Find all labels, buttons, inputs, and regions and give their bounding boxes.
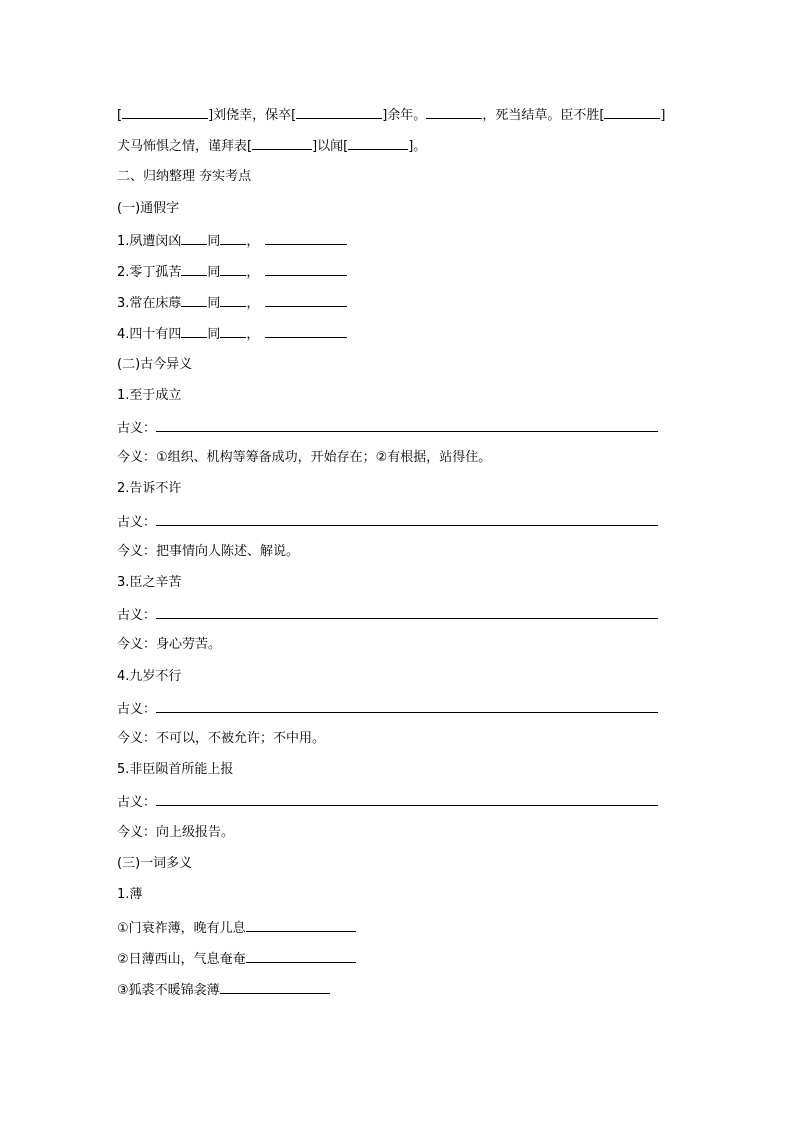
fill-blank[interactable]	[181, 230, 207, 245]
same-word: 同	[207, 327, 221, 342]
same-word: 同	[207, 296, 221, 311]
gu-yi-line	[117, 417, 658, 437]
comma: ，	[246, 327, 260, 342]
fill-blank[interactable]	[265, 323, 347, 338]
fill-blank[interactable]	[181, 261, 207, 276]
fill-blank[interactable]	[156, 417, 658, 432]
polysemy-example	[117, 917, 356, 937]
polysemy-example	[117, 979, 330, 999]
fill-blank[interactable]	[156, 511, 658, 526]
tongjiazi-item	[117, 261, 347, 281]
gu-label: 古义：	[117, 515, 157, 530]
subsection-heading-yiciduoyi: (三)一词多义	[117, 856, 193, 871]
polysemy-word: 1.薄	[117, 887, 143, 902]
item-text: 4.四十有四	[117, 327, 182, 342]
fill-blank[interactable]	[156, 604, 658, 619]
fill-blank[interactable]	[220, 261, 246, 276]
fill-blank[interactable]	[246, 948, 356, 963]
bracket-open: [	[117, 108, 123, 123]
tongjiazi-item	[117, 323, 347, 343]
bracket-close: ]	[660, 108, 666, 123]
gu-yi-line	[117, 698, 658, 718]
passage-text: ]。	[408, 139, 427, 154]
gujin-term: 4.九岁不行	[117, 669, 182, 684]
comma: ，	[246, 296, 260, 311]
gu-label: 古义：	[117, 795, 157, 810]
jin-yi-line: 今义：不可以，不被允许；不中用。	[117, 731, 326, 746]
fill-blank[interactable]	[220, 323, 246, 338]
jin-yi-line: 今义：把事情向人陈述、解说。	[117, 544, 300, 559]
fill-blank[interactable]	[156, 791, 658, 806]
fill-blank[interactable]	[426, 104, 482, 119]
jin-yi-line: 今义：身心劳苦。	[117, 637, 222, 652]
passage-text: ]以闻[	[312, 139, 349, 154]
gujin-term: 5.非臣陨首所能上报	[117, 762, 234, 777]
passage-text: ]余年。	[382, 108, 427, 123]
example-text: ③狐裘不暖锦衾薄	[117, 983, 220, 998]
polysemy-example	[117, 948, 356, 968]
gujin-term: 3.臣之辛苦	[117, 575, 182, 590]
fill-blank[interactable]	[604, 104, 660, 119]
comma: ，	[246, 234, 260, 249]
tongjiazi-item	[117, 230, 347, 250]
subsection-heading-gujinyiyi: (二)古今异义	[117, 357, 193, 372]
fill-blank[interactable]	[296, 104, 382, 119]
example-text: ②日薄西山，气息奄奄	[117, 952, 246, 967]
fill-blank[interactable]	[181, 323, 207, 338]
gu-label: 古义：	[117, 702, 157, 717]
passage-line-2	[117, 135, 426, 155]
gu-yi-line	[117, 791, 658, 811]
passage-line-1	[117, 104, 665, 124]
comma: ，	[246, 265, 260, 280]
tongjiazi-item	[117, 292, 347, 312]
passage-text: 犬马怖惧之情，谨拜表[	[117, 139, 253, 154]
fill-blank[interactable]	[220, 292, 246, 307]
section-heading: 二、归纳整理 夯实考点	[117, 169, 252, 184]
fill-blank[interactable]	[246, 917, 356, 932]
gu-label: 古义：	[117, 421, 157, 436]
same-word: 同	[207, 265, 221, 280]
item-text: 3.常在床蓐	[117, 296, 182, 311]
same-word: 同	[207, 234, 221, 249]
fill-blank[interactable]	[220, 230, 246, 245]
fill-blank[interactable]	[348, 135, 408, 150]
fill-blank[interactable]	[181, 292, 207, 307]
gu-yi-line	[117, 604, 658, 624]
jin-yi-line: 今义：向上级报告。	[117, 825, 235, 840]
gujin-term: 2.告诉不许	[117, 481, 182, 496]
fill-blank[interactable]	[252, 135, 312, 150]
fill-blank[interactable]	[220, 979, 330, 994]
item-text: 1.夙遭闵凶	[117, 234, 182, 249]
fill-blank[interactable]	[156, 698, 658, 713]
gu-label: 古义：	[117, 608, 157, 623]
jin-yi-line: 今义：①组织、机构等筹备成功，开始存在；②有根据，站得住。	[117, 450, 492, 465]
gu-yi-line	[117, 511, 658, 531]
item-text: 2.零丁孤苦	[117, 265, 182, 280]
fill-blank[interactable]	[265, 261, 347, 276]
passage-text: ]刘侥幸，保卒[	[208, 108, 297, 123]
gujin-term: 1.至于成立	[117, 388, 182, 403]
fill-blank[interactable]	[265, 230, 347, 245]
fill-blank[interactable]	[265, 292, 347, 307]
passage-text: ，死当结草。臣不胜[	[482, 108, 605, 123]
subsection-heading-tongjiazi: (一)通假字	[117, 201, 180, 216]
example-text: ①门衰祚薄，晚有儿息	[117, 921, 246, 936]
fill-blank[interactable]	[122, 104, 208, 119]
